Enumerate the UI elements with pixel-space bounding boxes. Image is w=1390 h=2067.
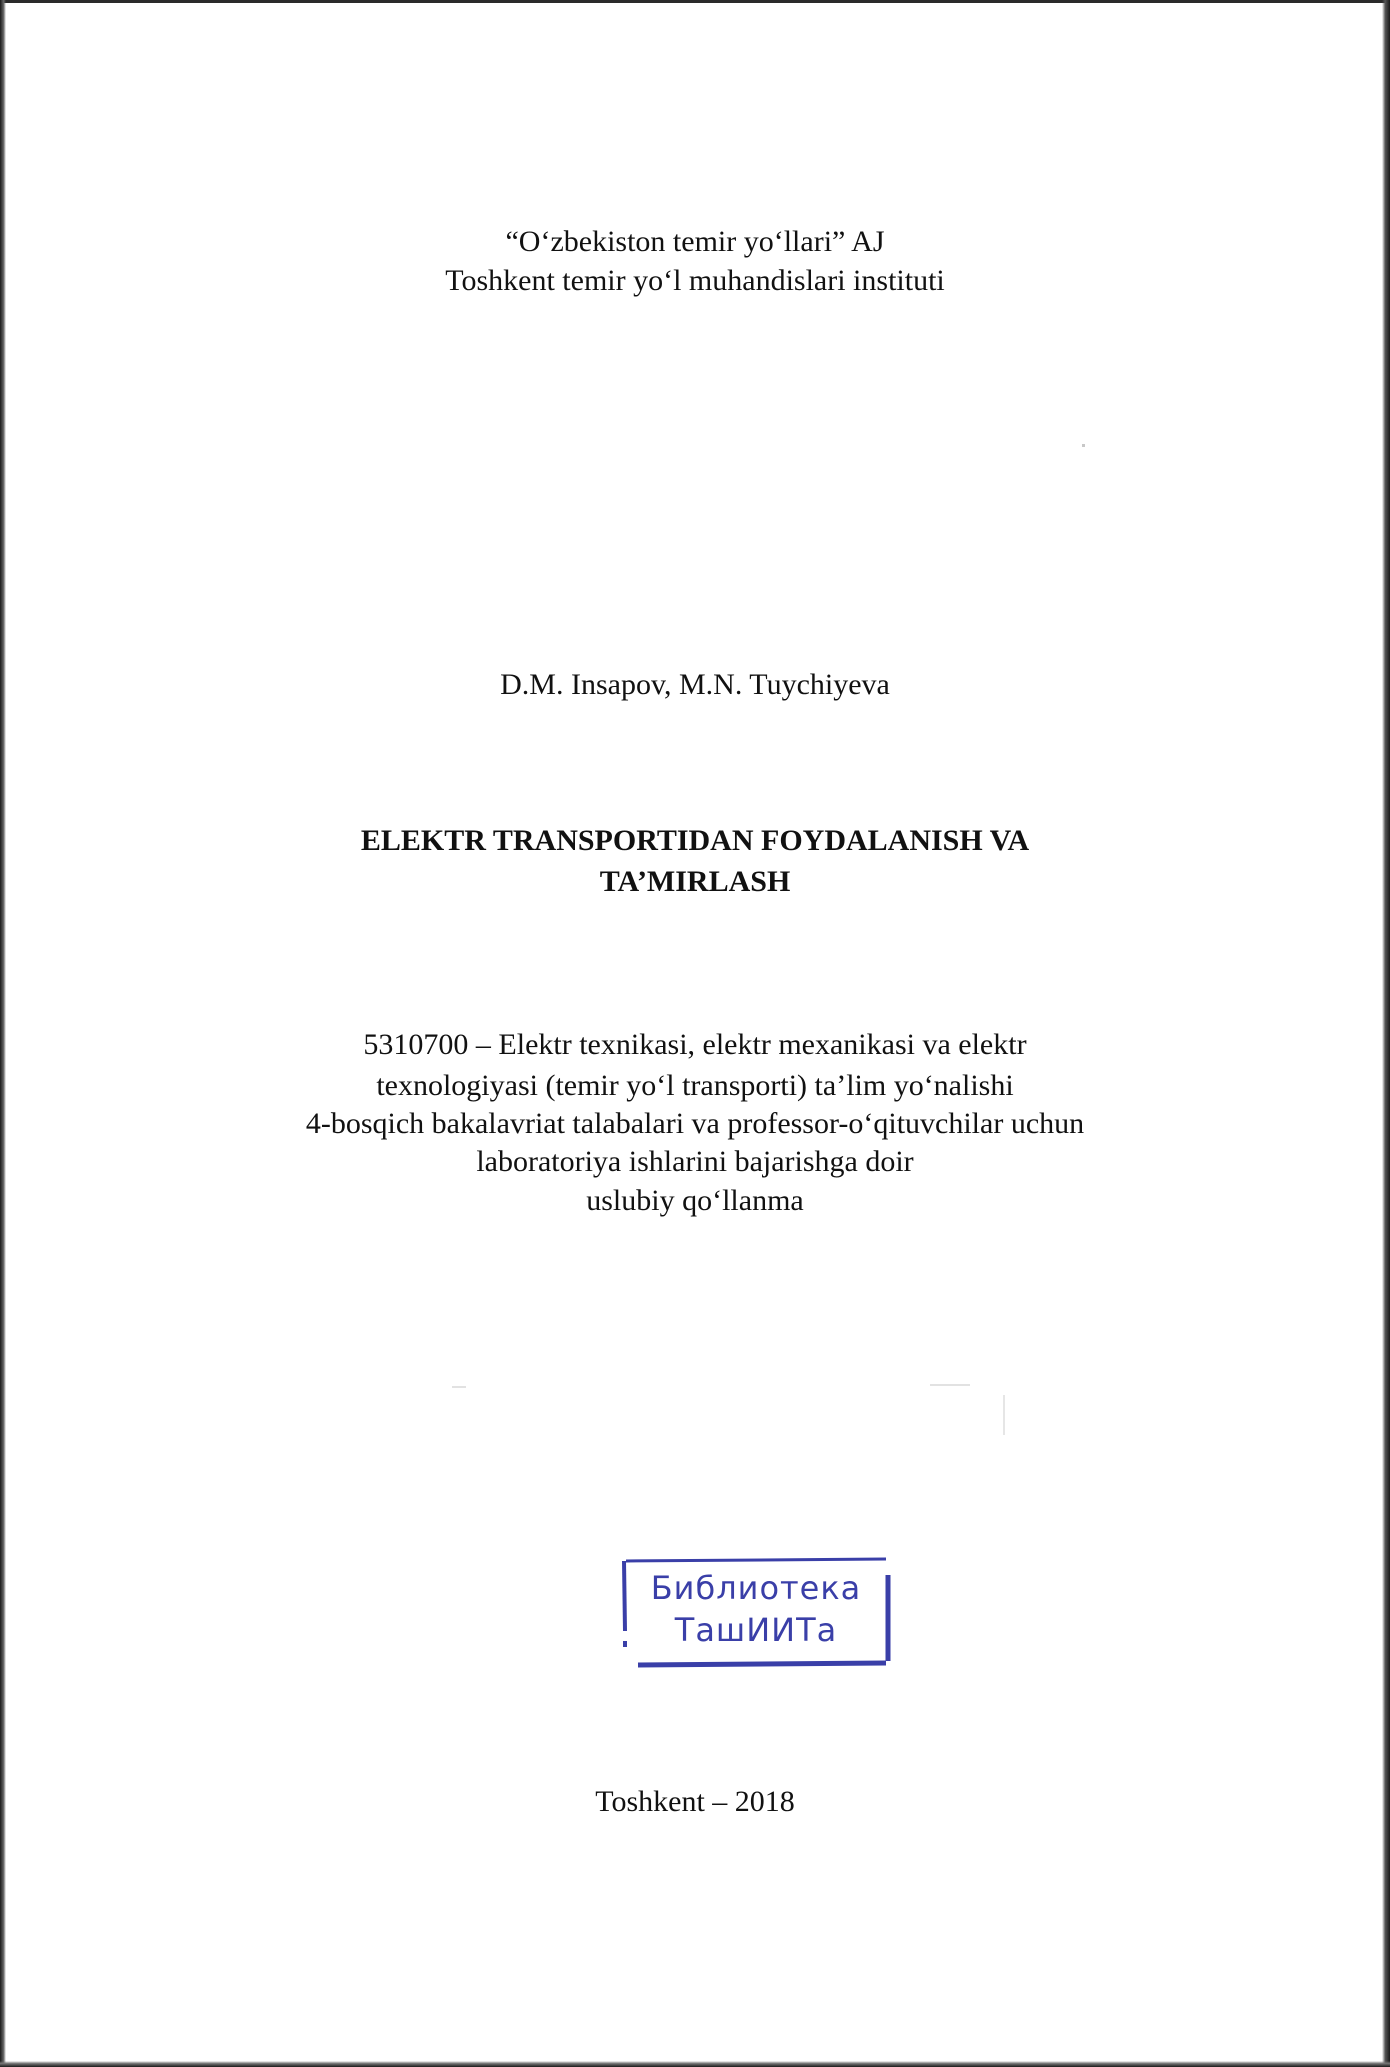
stamp-text-institute: ТашИИТа	[674, 1611, 838, 1649]
authors: D.M. Insapov, M.N. Tuychiyeva	[500, 668, 890, 701]
scan-edge-top	[0, 0, 1390, 3]
scan-speck	[930, 1384, 970, 1386]
description-line-4: laboratoriya ishlarini bajarishga doir	[476, 1145, 914, 1178]
scan-speck	[452, 1386, 466, 1388]
document-title-line-1: ELEKTR TRANSPORTIDAN FOYDALANISH VA	[360, 824, 1030, 857]
description-line-5: uslubiy qo‘llanma	[586, 1184, 804, 1217]
scan-speck	[1082, 444, 1085, 447]
scan-speck	[1003, 1395, 1005, 1435]
document-title-line-2: TA’MIRLASH	[599, 865, 791, 898]
scan-edge-bottom	[0, 2061, 1390, 2067]
description-line-1: 5310700 – Elektr texnikasi, elektr mexanikasi va elektr	[363, 1028, 1027, 1061]
institute-name: Toshkent temir yo‘l muhandislari instituti	[445, 264, 945, 297]
place-and-year: Toshkent – 2018	[595, 1785, 795, 1818]
stamp-text-library: Библиотека	[650, 1569, 862, 1607]
description-line-3: 4-bosqich bakalavriat talabalari va professor-o‘qituvchilar uchun	[305, 1107, 1085, 1140]
library-stamp	[620, 1557, 892, 1671]
organization-name: “O‘zbekiston temir yo‘llari” AJ	[505, 225, 885, 258]
description-line-2: texnologiyasi (temir yo‘l transporti) ta’lim yo‘nalishi	[376, 1069, 1014, 1102]
